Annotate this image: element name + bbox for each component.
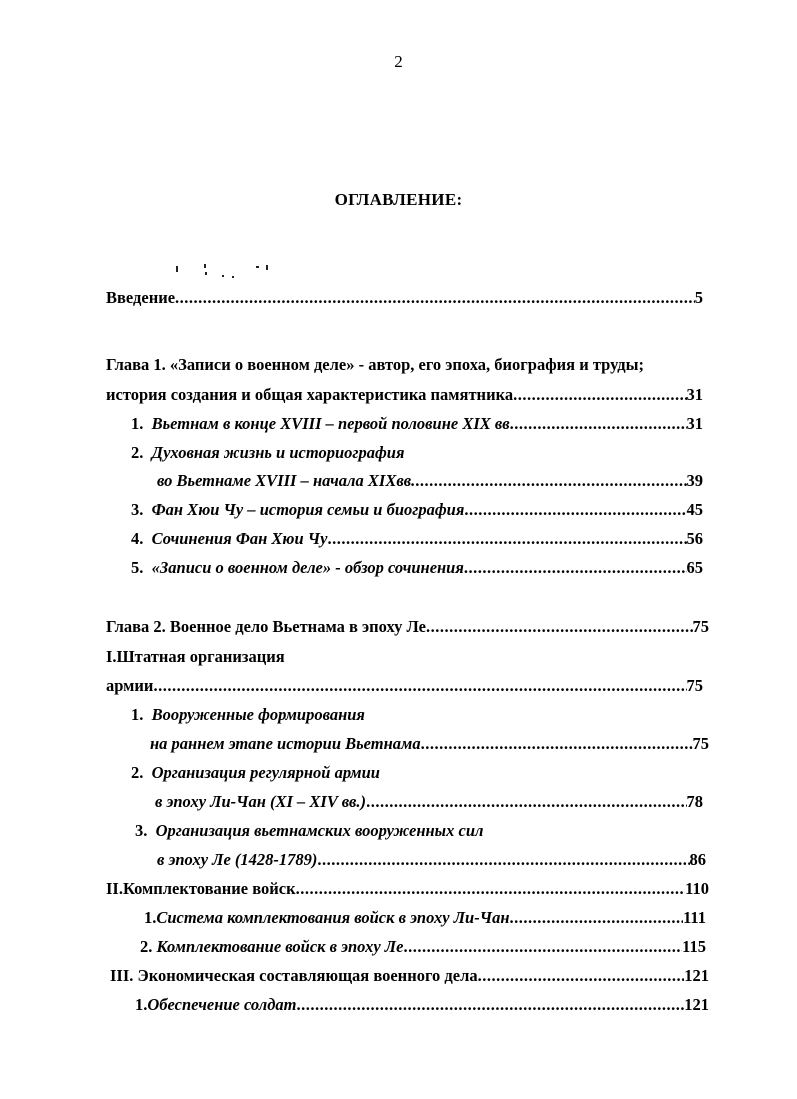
toc-entry <box>106 615 709 639</box>
toc-entry <box>140 935 706 959</box>
dot-leader <box>175 286 695 310</box>
toc-entry-text: Система комплектования войск в эпоху Ли-Чан <box>156 908 510 927</box>
toc-entry <box>106 674 703 698</box>
toc-entry-page: 86 <box>689 850 706 869</box>
toc-entry-text: Обеспечение солдат <box>147 995 297 1014</box>
dot-leader <box>297 993 685 1017</box>
dot-leader <box>426 615 693 639</box>
dot-leader <box>327 527 686 551</box>
toc-entry <box>155 790 703 814</box>
toc-entry <box>135 819 483 843</box>
toc-entry <box>157 848 706 872</box>
toc-entry-number: 2. <box>131 443 144 462</box>
dot-leader <box>478 964 685 988</box>
toc-entry-number: 5. <box>131 558 144 577</box>
toc-entry-text: на раннем этапе истории Вьетнама <box>150 734 421 753</box>
toc-entry-text: Организация вьетнамских вооруженных сил <box>155 821 484 840</box>
toc-entry-page: 121 <box>684 995 709 1014</box>
toc-entry-page: 45 <box>686 500 703 519</box>
toc-entry <box>150 732 709 756</box>
toc-entry-text: Глава 1. «Записи о военном деле» - автор, его эпоха, биография и труды; <box>106 355 645 374</box>
toc-entry-number: 4. <box>131 529 144 548</box>
toc-title: ОГЛАВЛЕНИЕ: <box>334 190 463 209</box>
toc-entry-text: в эпоху Ли-Чан (XI – XIV вв.) <box>155 792 367 811</box>
toc-entry <box>131 412 703 436</box>
toc-entry-number: 1. <box>144 908 157 927</box>
toc-entry <box>157 469 703 493</box>
dot-leader <box>464 498 686 522</box>
toc-entry-page: 56 <box>686 529 703 548</box>
toc-entry-text: Сочинения Фан Хюи Чу <box>151 529 328 548</box>
toc-entry-number: 1. <box>135 995 148 1014</box>
toc-entry <box>106 877 709 901</box>
dot-leader <box>510 412 687 436</box>
dot-leader <box>415 469 686 493</box>
page-number: 2 <box>394 52 403 71</box>
dot-leader <box>509 906 683 930</box>
dot-leader <box>513 383 686 407</box>
toc-entry-number: 3. <box>131 500 144 519</box>
toc-entry-text: «Записи о военном деле» - обзор сочинения <box>151 558 464 577</box>
toc-entry-page: 75 <box>686 676 703 695</box>
toc-entry-page: 75 <box>692 734 709 753</box>
dot-leader <box>464 556 687 580</box>
toc-entry-text: II.Комплектование войск <box>106 879 296 898</box>
toc-entry-text: Духовная жизнь и историография <box>151 443 405 462</box>
dot-leader <box>153 674 686 698</box>
toc-entry-number: 2. <box>131 763 144 782</box>
toc-entry-text: Глава 2. Военное дело Вьетнама в эпоху Ле <box>106 617 426 636</box>
dot-leader <box>296 877 686 901</box>
toc-entry-number: 2. <box>140 937 153 956</box>
toc-entry-text: Комплектование войск в эпоху Ле <box>156 937 404 956</box>
dot-leader <box>317 848 689 872</box>
toc-entry <box>131 498 703 522</box>
toc-entry-text: I.Штатная организация <box>106 647 285 666</box>
toc-entry-text: Вооруженные формирования <box>151 705 365 724</box>
toc-entry-text: Организация регулярной армии <box>151 763 380 782</box>
toc-entry <box>131 527 703 551</box>
scan-specks <box>170 262 280 282</box>
toc-entry-text: история создания и общая характеристика памятника <box>106 385 514 404</box>
toc-entry-text: Введение <box>106 288 176 307</box>
toc-entry-page: 121 <box>684 966 709 985</box>
toc-entry <box>131 703 365 727</box>
toc-entry-page: 39 <box>686 471 703 490</box>
toc-entry-text: во Вьетнаме XVIII – начала XIXвв. <box>157 471 416 490</box>
toc-entry-page: 31 <box>686 414 703 433</box>
toc-entry <box>106 353 644 377</box>
toc-entry <box>135 993 709 1017</box>
toc-entry <box>131 441 404 465</box>
dot-leader <box>421 732 693 756</box>
toc-entry-page: 111 <box>683 908 706 927</box>
toc-entry-page: 31 <box>686 385 703 404</box>
toc-entry-text: Фан Хюи Чу – история семьи и биография <box>151 500 465 519</box>
toc-entry <box>131 761 380 785</box>
toc-entry-page: 5 <box>694 288 703 307</box>
toc-entry-page: 75 <box>692 617 709 636</box>
toc-entry-text: армии <box>106 676 154 695</box>
toc-entry-number: 1. <box>131 414 144 433</box>
toc-entry <box>106 645 285 669</box>
toc-entry-number: 3. <box>135 821 148 840</box>
toc-entry-page: 65 <box>686 558 703 577</box>
dot-leader <box>403 935 682 959</box>
toc-entry-page: 110 <box>685 879 709 898</box>
toc-entry-text: в эпоху Ле (1428-1789) <box>157 850 318 869</box>
toc-entry <box>110 964 709 988</box>
toc-entry <box>131 556 703 580</box>
toc-entry <box>106 286 703 310</box>
toc-entry <box>144 906 706 930</box>
toc-entry-page: 115 <box>682 937 706 956</box>
toc-entry <box>106 383 703 407</box>
toc-entry-text: III. Экономическая составляющая военного дела <box>110 966 478 985</box>
toc-entry-text: Вьетнам в конце XVIII – первой половине XIX вв <box>151 414 510 433</box>
toc-entry-page: 78 <box>686 792 703 811</box>
toc-entry-number: 1. <box>131 705 144 724</box>
dot-leader <box>366 790 686 814</box>
